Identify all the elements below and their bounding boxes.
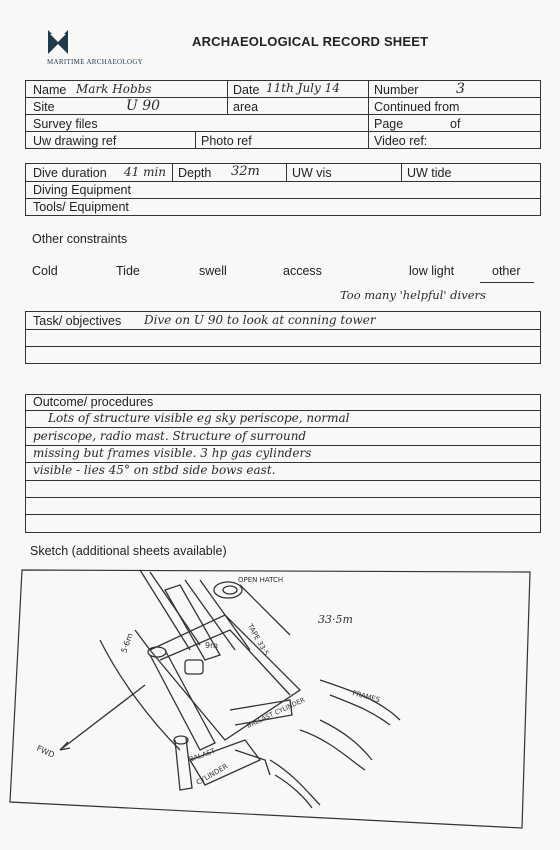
outcome-line-2[interactable]: periscope, radio mast. Structure of surround (33, 429, 307, 443)
task-box (25, 311, 541, 364)
site-label: Site (33, 100, 55, 114)
page-title: ARCHAEOLOGICAL RECORD SHEET (192, 34, 429, 49)
constraint-swell[interactable]: swell (199, 264, 227, 278)
constraints-note[interactable]: Too many 'helpful' divers (340, 288, 486, 302)
dive-table (25, 163, 541, 216)
annotation-length: 33·5m (318, 613, 353, 626)
constraints-heading: Other constraints (32, 232, 128, 246)
tools-equipment-label: Tools/ Equipment (33, 200, 129, 214)
org-name: MARITIME ARCHAEOLOGY (47, 58, 144, 66)
annotation-fwd: FWD (35, 743, 56, 760)
diving-equipment-label: Diving Equipment (33, 183, 131, 197)
record-table (25, 80, 541, 149)
depth-label: Depth (178, 166, 212, 180)
outcome-line-4[interactable]: visible - lies 45° on stbd side bows east. (33, 463, 276, 477)
outcome-line-3[interactable]: missing but frames visible. 3 hp gas cylinders (33, 446, 312, 460)
of-label: of (450, 117, 461, 131)
page-label: Page (374, 117, 404, 131)
name-label: Name (33, 83, 67, 97)
name-field[interactable]: Mark Hobbs (76, 82, 152, 96)
date-field[interactable]: 11th July 14 (266, 81, 340, 95)
date-label: Date (233, 83, 260, 97)
uw-drawing-label: Uw drawing ref (33, 134, 117, 148)
video-ref-label: Video ref: (374, 134, 428, 148)
sketch-area[interactable] (0, 560, 560, 850)
outcome-line-1[interactable]: Lots of structure visible eg sky periscope, normal (48, 411, 350, 425)
constraint-cold[interactable]: Cold (32, 264, 58, 278)
photo-ref-label: Photo ref (201, 134, 252, 148)
constraint-tide[interactable]: Tide (116, 264, 140, 278)
annotation-tape: TAPE 33·5 (245, 622, 271, 657)
annotation-cylinder: CYLINDER (195, 762, 230, 787)
annotation-open-hatch: OPEN HATCH (238, 576, 284, 584)
conning-tower-drawing (60, 570, 400, 808)
annotation-ballast: BALAST (187, 747, 217, 764)
annotation-ballast-cylinder: BALLAST CYLINDER (245, 695, 307, 730)
constraint-other[interactable]: other (492, 264, 521, 278)
constraint-access[interactable]: access (283, 264, 322, 278)
continued-from-label: Continued from (374, 100, 460, 114)
sketch-frame (10, 570, 530, 828)
sketch-heading: Sketch (additional sheets available) (30, 544, 227, 558)
task-label: Task/ objectives (33, 314, 122, 328)
number-field[interactable]: 3 (456, 81, 465, 97)
site-field[interactable]: U 90 (126, 98, 161, 114)
area-label: area (233, 100, 259, 114)
outcome-box (25, 394, 541, 533)
survey-files-label: Survey files (33, 117, 98, 131)
uw-vis-label: UW vis (292, 166, 332, 180)
annotation-9m: 9m (205, 641, 218, 650)
number-label: Number (374, 83, 419, 97)
task-field[interactable]: Dive on U 90 to look at conning tower (144, 313, 376, 327)
outcome-label: Outcome/ procedures (33, 395, 154, 409)
annotation-frames: FRAMES (351, 689, 381, 705)
annotation-5-6m: 5·6m (119, 631, 135, 655)
dive-duration-field[interactable]: 41 min (124, 165, 167, 179)
constraint-low-light[interactable]: low light (409, 264, 455, 278)
depth-field[interactable]: 32m (231, 164, 260, 179)
uw-tide-label: UW tide (407, 166, 452, 180)
dive-duration-label: Dive duration (33, 166, 107, 180)
